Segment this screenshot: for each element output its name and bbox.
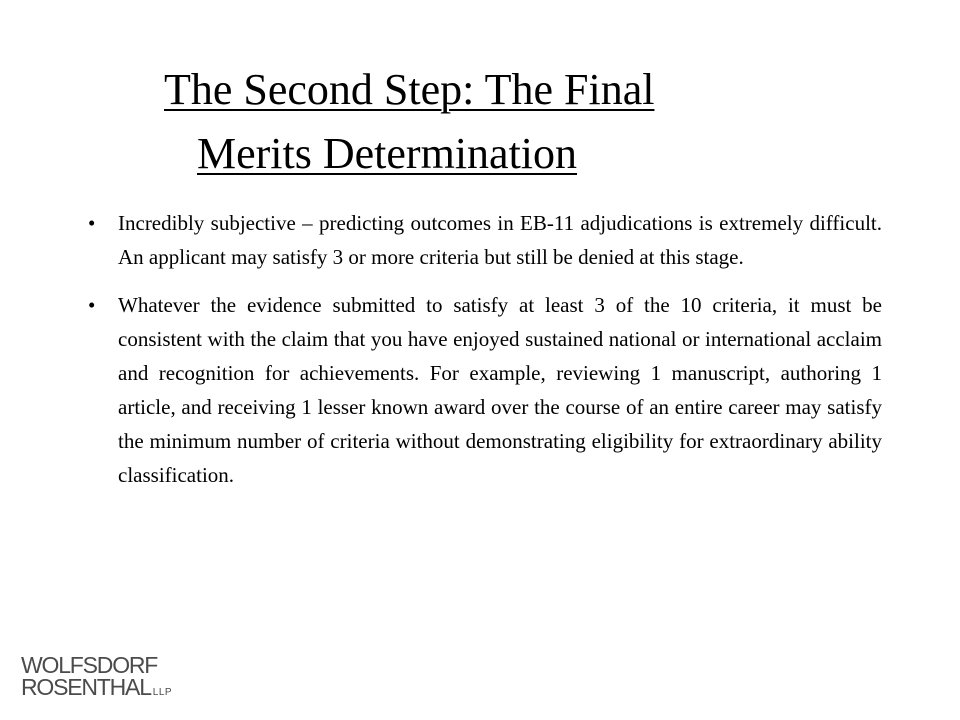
- bullet-text: Whatever the evidence submitted to satisfy at least 3 of the 10 criteria, it must be consistent with the claim that you have enjoyed sustained national or international acclaim and recognition for achievements. For example, reviewing 1 manuscript, authoring 1 article, and receiving 1 lesser known award over the course of an entire career may satisfy the minimum number of criteria without demonstrating eligibility for extraordinary ability classification.: [118, 293, 882, 487]
- bullet-list: [88, 206, 882, 506]
- slide-title-line-1: The Second Step: The Final: [164, 65, 655, 114]
- bullet-item: [88, 206, 882, 274]
- bullet-icon: •: [88, 211, 96, 235]
- company-logo: [21, 654, 172, 704]
- bullet-text: Incredibly subjective – predicting outcomes in EB-11 adjudications is extremely difficult. An applicant may satisfy 3 or more criteria but still be denied at this stage.: [118, 211, 882, 269]
- bullet-item: [88, 288, 882, 492]
- logo-line-1: WOLFSDORF: [21, 652, 158, 678]
- logo-line-2: ROSENTHAL: [21, 674, 151, 700]
- slide-title: [100, 58, 860, 186]
- bullet-icon: •: [88, 293, 96, 317]
- logo-suffix: LLP: [152, 687, 173, 698]
- slide-title-line-2: Merits Determination: [197, 129, 578, 178]
